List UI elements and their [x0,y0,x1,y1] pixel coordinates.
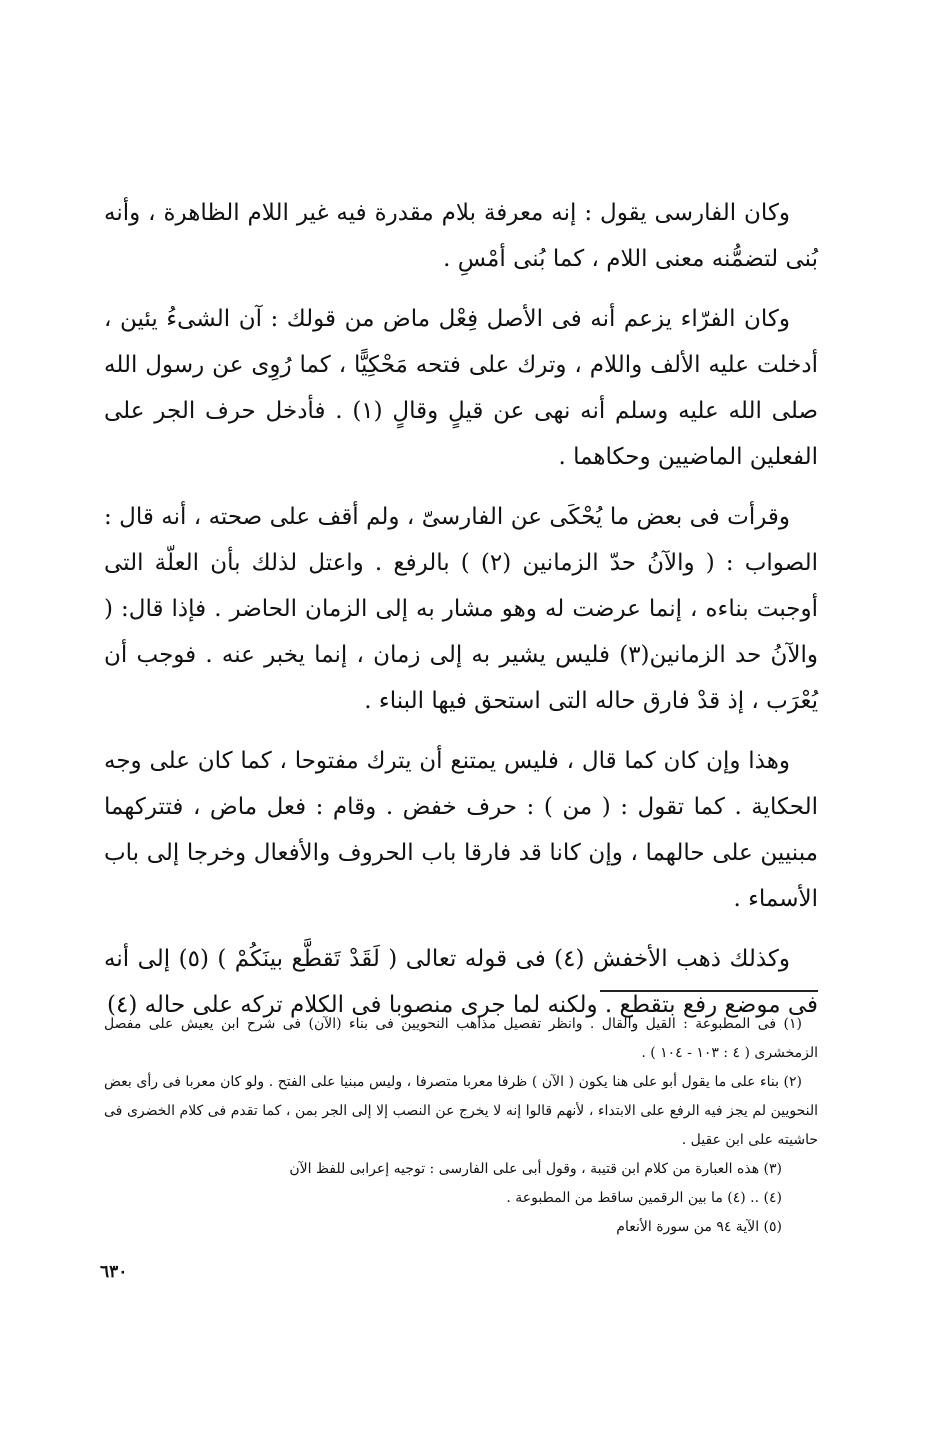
footnote: (١) فى المطبوعة : القيل والقال . وانظر تفصيل مذاهب النحويين فى بناء (الآن) فى شرح ابن يعيش على مفصل الزمخشرى ( ٤ : ١٠٣ - ١٠٤ ) . [104,1016,818,1061]
footnote: (٣) هذه العبارة من كلام ابن قتيبة ، وقول أبى على الفارسى : توجيه إعرابى للفظ الآن [289,1161,782,1177]
footnote: (٤) .. (٤) ما بين الرقمين ساقط من المطبوعة . [506,1190,782,1206]
paragraph: وكذلك ذهب الأخفش (٤) فى قوله تعالى ( لَقَدْ تَقطَّع بينَكُمْ ) (٥) إلى أنه فى موضع رفع بتقطع . ولكنه لما جرى منصوبا فى الكلام تركه على حاله (٤) [104,946,818,1018]
paragraph: وقرأت فى بعض ما يُحْكَى عن الفارسىّ ، ولم أقف على صحته ، أنه قال : الصواب : ( والآنُ حدّ الزمانين (٢) ) بالرفع . واعتل لذلك بأن العلّة التى أوجبت بناءه ، إنما عرضت له وهو مشار به إلى الزمان الحاضر . فإذا قال: ( والآنُ حد الزمانين(٣) فليس يشير به إلى زمان ، إنما يخبر عنه . فوجب أن يُعْرَب ، إذ قدْ فارق حاله التى استحق فيها البناء . [104,504,819,714]
footnote-divider [600,990,818,992]
main-text [104,190,818,1028]
paragraph: وهذا وإن كان كما قال ، فليس يمتنع أن يترك مفتوحا ، كما كان على وجه الحكاية . كما تقول : ( من ) : حرف خفض . وقام : فعل ماض ، فتتركهما مبنيين على حالهما ، وإن كانا قد فارقا باب الحروف والأفعال وخرجا إلى باب الأسماء . [104,748,818,912]
paragraph: وكان الفارسى يقول : إنه معرفة بلام مقدرة فيه غير اللام الظاهرة ، وأنه بُنى لتضمُّنه معنى اللام ، كما بُنى أمْسِ . [104,200,818,272]
footnote: (٥) الآية ٩٤ من سورة الأنعام [616,1219,782,1235]
footnotes [104,1010,818,1242]
footnote: (٢) بناء على ما يقول أبو على هنا يكون ( الآن ) ظرفا معربا متصرفا ، وليس مبنيا على الفتح . ولو كان معربا فى رأى بعض النحويين لم يجز فيه الرفع على الابتداء ، لأنهم قالوا إنه لا يخرج عن النصب إلا إلى الجر بمن ، كما تقدم فى كلام الخضرى فى حاشيته على ابن عقيل . [104,1074,818,1148]
page-number: ٦٣٠ [100,1262,128,1282]
paragraph: وكان الفرّاء يزعم أنه فى الأصل فِعْل ماض من قولك : آن الشىءُ يئين ، أدخلت عليه الألف واللام ، وترك على فتحه مَحْكِيًّا ، كما رُوِى عن رسول الله صلى الله عليه وسلم أنه نهى عن قيلٍ وقالٍ (١) . فأدخل حرف الجر على الفعلين الماضيين وحكاهما . [104,306,818,470]
